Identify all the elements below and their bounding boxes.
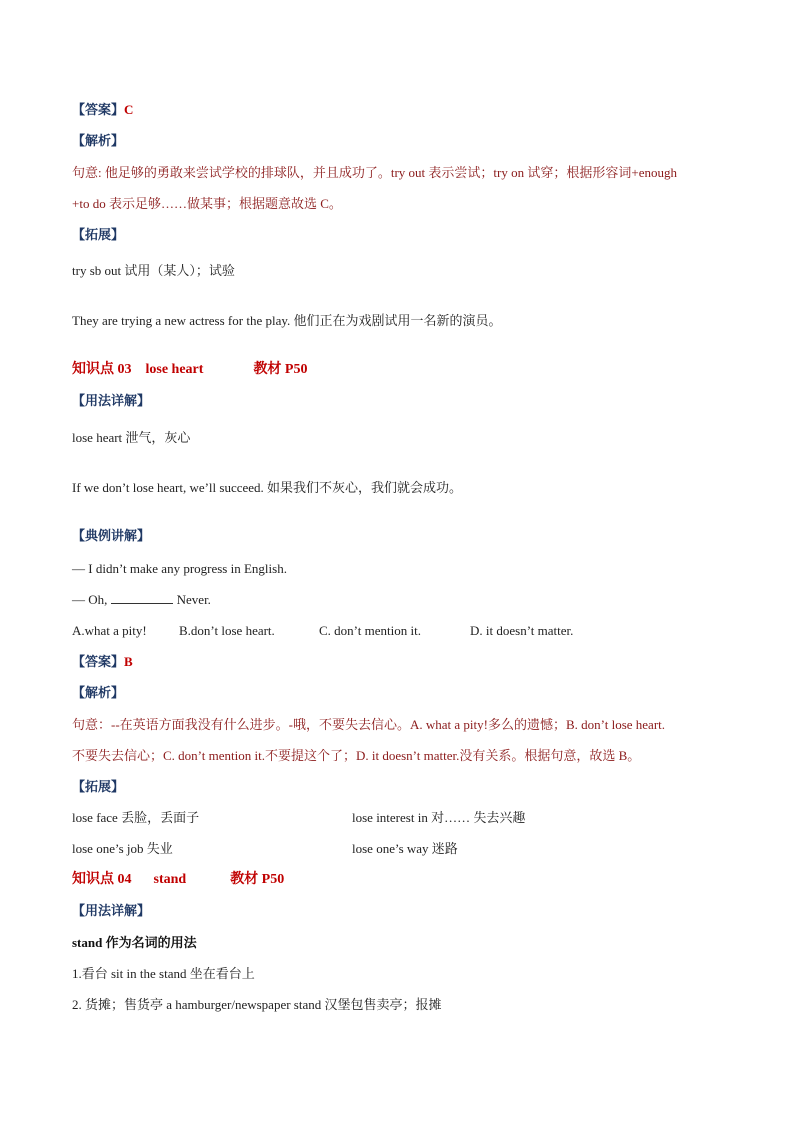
knowledge-point-heading <box>72 871 284 889</box>
option-b: B.don’t lose heart. <box>179 623 275 638</box>
analysis-text-line1: 句意: 他足够的勇敢来尝试学校的排球队，并且成功了。try out 表示尝试；try on 试穿；根据形容词+enough <box>72 165 677 180</box>
analysis-tag: 【解析】 <box>72 133 125 148</box>
kp-textbook-ref: 教材 P50 <box>230 872 285 887</box>
analysis-text-line2: +to do 表示足够……做某事；根据题意故选 C。 <box>72 196 342 211</box>
usage-line1: lose heart 泄气，灰心 <box>72 430 191 445</box>
kp-number: 知识点 03 <box>72 362 132 377</box>
usage-example: If we don’t lose heart, we’ll succeed. 如果我们不灰心，我们就会成功。 <box>72 480 463 495</box>
answer-value: B <box>124 654 133 669</box>
answer-line <box>72 101 133 119</box>
answer-tag: 【答案】 <box>72 102 125 117</box>
extend-line1: try sb out 试用（某人）；试验 <box>72 263 235 278</box>
question-prefix: — Oh, <box>72 592 108 607</box>
extend-line2: They are trying a new actress for the play. 他们正在为戏剧试用一名新的演员。 <box>72 313 502 328</box>
option-a: A.what a pity! <box>72 623 147 638</box>
knowledge-point-heading <box>72 361 308 379</box>
extend-tag: 【拓展】 <box>72 227 125 242</box>
extend-item-right-1: lose interest in 对…… 失去兴趣 <box>352 810 526 825</box>
option-d: D. it doesn’t matter. <box>470 623 574 638</box>
kp-number: 知识点 04 <box>72 872 132 887</box>
extend-item-left-2: lose one’s job 失业 <box>72 841 173 856</box>
answer-blank <box>111 591 173 604</box>
usage-subheading: stand 作为名词的用法 <box>72 935 197 950</box>
usage-item-2: 2. 货摊；售货亭 a hamburger/newspaper stand 汉堡包售卖亭；报摊 <box>72 997 442 1012</box>
extend-item-left-1: lose face 丢脸，丢面子 <box>72 810 200 825</box>
example-tag: 【典例讲解】 <box>72 528 151 543</box>
question-suffix: Never. <box>176 592 211 607</box>
usage-tag: 【用法详解】 <box>72 393 151 408</box>
kp-textbook-ref: 教材 P50 <box>253 362 308 377</box>
usage-tag: 【用法详解】 <box>72 903 151 918</box>
question-line1: — I didn’t make any progress in English. <box>72 561 287 576</box>
kp-phrase: lose heart <box>145 362 204 377</box>
answer-value: C <box>124 102 134 117</box>
extend-item-right-2: lose one’s way 迷路 <box>352 841 458 856</box>
option-c: C. don’t mention it. <box>319 623 421 638</box>
analysis-tag: 【解析】 <box>72 685 125 700</box>
analysis-text-line1: 句意：--在英语方面我没有什么进步。-哦，不要失去信心。A. what a pity!多么的遗憾；B. don’t lose heart. <box>72 717 666 732</box>
answer-tag: 【答案】 <box>72 654 125 669</box>
usage-item-1: 1.看台 sit in the stand 坐在看台上 <box>72 966 255 981</box>
kp-phrase: stand <box>153 872 187 887</box>
options-row <box>72 622 573 640</box>
analysis-text-line2: 不要失去信心；C. don’t mention it.不要提这个了；D. it doesn’t matter.没有关系。根据句意，故选 B。 <box>72 748 641 763</box>
question-line2 <box>72 591 211 609</box>
answer-line <box>72 653 133 671</box>
extend-tag: 【拓展】 <box>72 779 125 794</box>
